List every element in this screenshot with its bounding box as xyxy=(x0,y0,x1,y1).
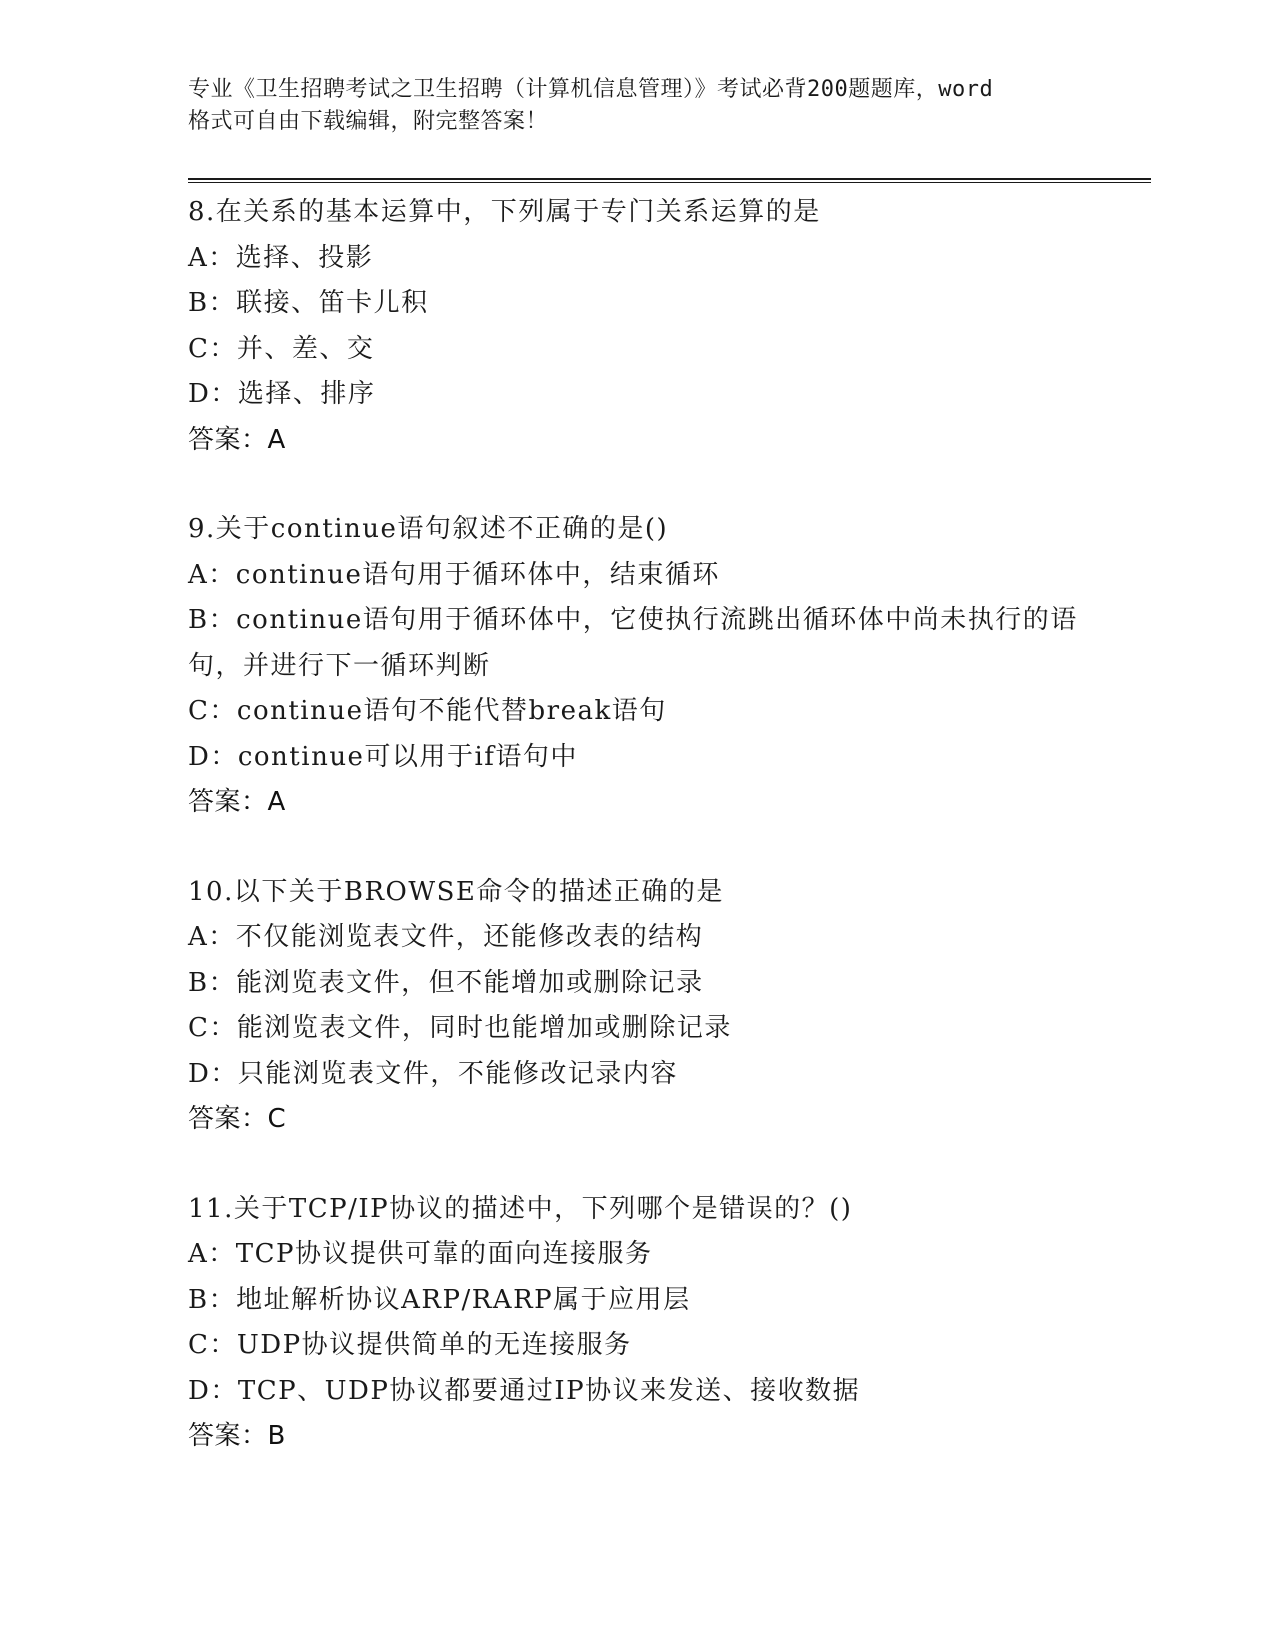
option-a: A：不仅能浏览表文件，还能修改表的结构 xyxy=(188,922,704,952)
question-stem: 9.关于continue语句叙述不正确的是() xyxy=(188,514,669,544)
document-header xyxy=(188,74,1088,138)
option-a: A：TCP协议提供可靠的面向连接服务 xyxy=(188,1239,653,1269)
option-a: A：选择、投影 xyxy=(188,242,374,273)
option-b: B：地址解析协议ARP/RARP属于应用层 xyxy=(188,1284,691,1315)
answer-label: 答案：A xyxy=(188,787,286,817)
answer-label: 答案：A xyxy=(188,424,286,455)
header-line-2: 格式可自由下载编辑，附完整答案！ xyxy=(188,109,549,134)
question-stem: 8.在关系的基本运算中，下列属于专门关系运算的是 xyxy=(188,197,821,227)
option-b: B：continue语句用于循环体中，它使执行流跳出循环体中尚未执行的语句，并进行下一循环判断 xyxy=(188,605,1078,681)
question-item xyxy=(188,1187,1108,1460)
option-b: B：能浏览表文件，但不能增加或删除记录 xyxy=(188,967,704,998)
option-c: C：并、差、交 xyxy=(188,333,375,364)
answer-label: 答案：B xyxy=(188,1421,286,1451)
option-d: D：continue可以用于if语句中 xyxy=(188,741,578,772)
option-c: C：continue语句不能代替break语句 xyxy=(188,696,667,726)
option-d: D：选择、排序 xyxy=(188,379,376,409)
header-line-1: 专业《卫生招聘考试之卫生招聘（计算机信息管理）》考试必背200题题库，word xyxy=(188,77,994,102)
option-d: D：TCP、UDP协议都要通过IP协议来发送、接收数据 xyxy=(188,1375,861,1406)
header-divider-thin xyxy=(188,182,1151,183)
question-item xyxy=(188,190,1108,463)
answer-label: 答案：C xyxy=(188,1104,287,1134)
option-d: D：只能浏览表文件，不能修改记录内容 xyxy=(188,1058,678,1089)
option-c: C：能浏览表文件，同时也能增加或删除记录 xyxy=(188,1013,732,1043)
option-c: C：UDP协议提供简单的无连接服务 xyxy=(188,1330,632,1360)
question-item xyxy=(188,870,1108,1143)
question-stem: 11.关于TCP/IP协议的描述中，下列哪个是错误的？() xyxy=(188,1193,853,1224)
option-b: B：联接、笛卡儿积 xyxy=(188,288,429,318)
option-a: A：continue语句用于循环体中，结束循环 xyxy=(188,559,720,590)
question-item xyxy=(188,507,1108,826)
question-stem: 10.以下关于BROWSE命令的描述正确的是 xyxy=(188,876,724,907)
question-list xyxy=(188,190,1108,1504)
header-divider-thick xyxy=(188,178,1151,180)
